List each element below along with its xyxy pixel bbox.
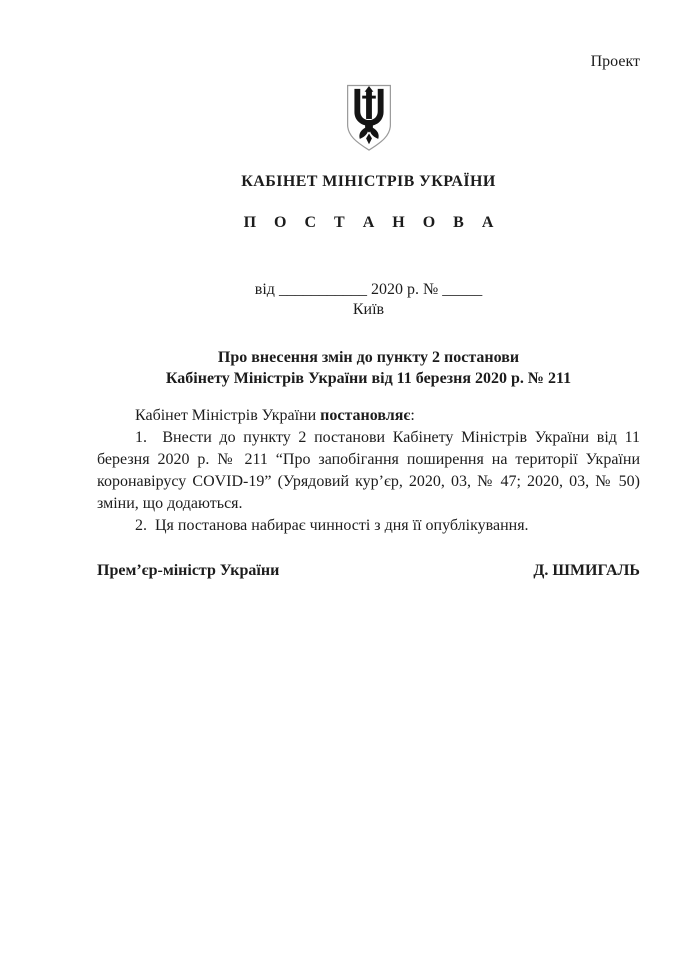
document-title-line2: Кабінету Міністрів України від 11 березня 2020 р. № 211 — [165, 370, 572, 387]
ukraine-trident-emblem-icon — [344, 84, 394, 152]
draft-stamp-label: Проект — [590, 53, 640, 70]
resolution-item-2: 2. Ця постанова набирає чинності з дня її опублікування. — [135, 517, 529, 534]
date-number-blank-line: від ___________ 2020 р. № _____ — [254, 281, 483, 298]
signature-block — [97, 561, 640, 581]
document-body — [97, 405, 640, 537]
resolution-intro-paragraph — [97, 405, 640, 427]
document-title — [97, 347, 640, 389]
intro-prefix-text: Кабінет Міністрів України — [135, 407, 321, 424]
signer-name-label: Д. ШМИГАЛЬ — [533, 562, 640, 579]
city-label: Київ — [352, 301, 385, 318]
intro-suffix-text: : — [410, 407, 415, 424]
intro-bold-word: постановляє — [320, 407, 411, 424]
emblem-container — [97, 84, 640, 152]
organization-name: КАБІНЕТ МІНІСТРІВ УКРАЇНИ — [241, 173, 496, 190]
document-title-line1: Про внесення змін до пункту 2 постанови — [217, 349, 520, 366]
resolution-item-1: 1. Внести до пункту 2 постанови Кабінету Міністрів України від 11 березня 2020 р. № 211 “Про запобігання поширення на території України коронавірусу COVID-19” (Урядовий кур’єр, 2020, 03, № 47; 2020, 03, № 50) зміни, що додаються. — [97, 429, 640, 512]
signer-position-label: Прем’єр-міністр України — [97, 562, 280, 579]
document-type-heading: П О С Т А Н О В А — [243, 214, 501, 231]
